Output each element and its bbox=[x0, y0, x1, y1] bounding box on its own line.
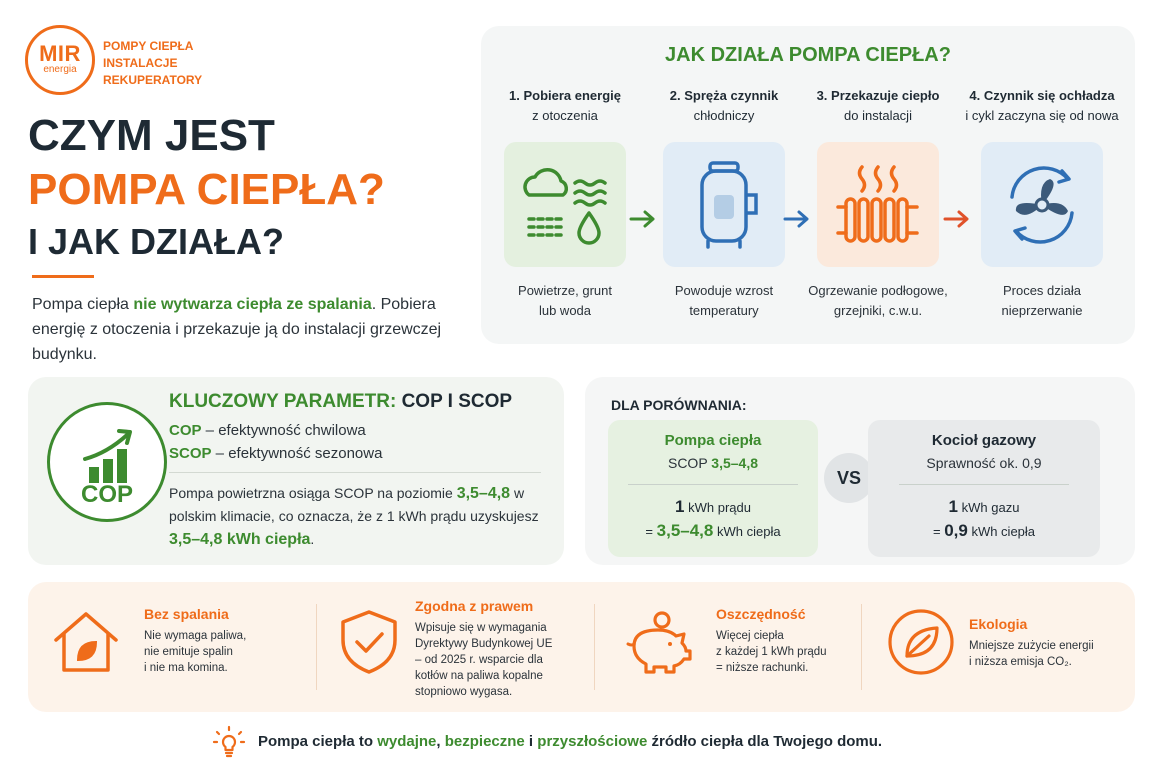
step-desc bbox=[957, 281, 1127, 321]
step-4 bbox=[957, 86, 1127, 321]
fan-cycle-icon bbox=[981, 142, 1103, 267]
benefit-desc bbox=[144, 628, 264, 676]
footer-pre: Pompa ciepła to bbox=[258, 732, 378, 750]
cop-body-1: Pompa powietrzna osiąga SCOP na poziomie bbox=[169, 485, 457, 501]
step-num: 3. bbox=[816, 88, 828, 103]
cop-badge bbox=[47, 402, 167, 522]
tagline-line: REKUPERATORY bbox=[103, 73, 203, 87]
cop-panel bbox=[28, 377, 564, 565]
benefit-text bbox=[716, 606, 856, 676]
benefit-text bbox=[144, 606, 264, 676]
output-number: 3,5–4,8 bbox=[656, 521, 714, 540]
comparison-title: DLA PORÓWNANIA: bbox=[611, 397, 747, 413]
benefit-line: nie emituje spalin bbox=[144, 646, 233, 658]
air-ground-water-icon bbox=[504, 142, 626, 267]
cop-badge-label: COP bbox=[80, 481, 133, 508]
step-2 bbox=[649, 86, 799, 321]
benefit-text bbox=[969, 616, 1129, 670]
step-head-1: Spręża czynnik bbox=[684, 88, 779, 103]
footer-word: bezpieczne bbox=[444, 732, 525, 750]
benefit-title: Ekologia bbox=[969, 616, 1028, 632]
benefit-line: Wpisuje się w wymagania bbox=[415, 622, 547, 634]
benefit-desc bbox=[969, 638, 1129, 670]
benefit-line: Mniejsze zużycie energii bbox=[969, 640, 1094, 652]
card-title: Kocioł gazowy bbox=[931, 432, 1037, 449]
title-underline bbox=[32, 275, 94, 278]
step-desc-1: Powietrze, grunt bbox=[518, 283, 612, 298]
gas-boiler-card bbox=[868, 420, 1100, 557]
tagline-line: INSTALACJE bbox=[103, 56, 178, 70]
benefit-title: Zgodna z prawem bbox=[415, 598, 534, 614]
divider bbox=[169, 472, 541, 473]
logo-mark: MIR bbox=[39, 41, 81, 66]
output-unit: kWh ciepła bbox=[967, 524, 1036, 539]
benefit-line: kotłów na paliwa kopalne bbox=[415, 670, 543, 682]
input-number: 1 bbox=[675, 497, 685, 516]
cop-def: – efektywność chwilowa bbox=[201, 422, 366, 439]
step-desc-2: grzejniki, c.w.u. bbox=[833, 303, 923, 318]
step-desc-2: lub woda bbox=[538, 303, 592, 318]
output-prefix: = bbox=[645, 524, 657, 539]
card-output bbox=[608, 521, 818, 541]
house-leaf-icon bbox=[50, 606, 122, 678]
cop-body-val-2: 3,5–4,8 kWh ciepła bbox=[169, 531, 311, 548]
output-number: 0,9 bbox=[944, 521, 968, 540]
comparison-panel bbox=[585, 377, 1135, 565]
benefit-line: i niższa emisja CO₂. bbox=[969, 656, 1072, 668]
cop-body bbox=[169, 482, 559, 551]
leaf-icon bbox=[885, 606, 957, 678]
step-desc bbox=[803, 281, 953, 321]
piggy-bank-icon bbox=[622, 606, 694, 678]
step-1 bbox=[490, 86, 640, 321]
tagline-line: POMPY CIEPŁA bbox=[103, 39, 194, 53]
step-desc-2: nieprzerwanie bbox=[1001, 303, 1083, 318]
benefit-line: i nie ma komina. bbox=[144, 662, 228, 674]
cop-key: COP bbox=[169, 422, 202, 439]
arrow-right-icon bbox=[629, 209, 657, 229]
input-unit: kWh prądu bbox=[684, 500, 751, 515]
title-line-2: POMPA CIEPŁA? bbox=[28, 165, 385, 214]
scop-definition bbox=[169, 445, 382, 462]
footer bbox=[212, 723, 882, 759]
benefit-line: Dyrektywy Budynkowej UE bbox=[415, 638, 553, 650]
step-num: 2. bbox=[669, 88, 681, 103]
cop-body-val-1: 3,5–4,8 bbox=[456, 485, 511, 502]
shield-check-icon bbox=[333, 606, 405, 678]
benefit-line: stopniowo wygasa. bbox=[415, 686, 513, 698]
step-heading bbox=[957, 86, 1127, 126]
scop-key: SCOP bbox=[169, 445, 212, 462]
step-head-2: z otoczenia bbox=[532, 108, 598, 123]
step-heading bbox=[649, 86, 799, 126]
input-unit: kWh gazu bbox=[958, 500, 1020, 515]
benefits-panel bbox=[28, 582, 1135, 712]
benefit-title: Oszczędność bbox=[716, 606, 806, 622]
radiator-icon bbox=[817, 142, 939, 267]
output-unit: kWh ciepła bbox=[713, 524, 781, 539]
step-desc-1: Proces działa bbox=[1002, 283, 1082, 298]
benefit-line: – od 2025 r. wsparcie dla bbox=[415, 654, 543, 666]
logo-sub: energia bbox=[43, 64, 77, 75]
title-line-3: I JAK DZIAŁA? bbox=[28, 221, 284, 262]
step-head-2: chłodniczy bbox=[693, 108, 755, 123]
step-head-2: i cykl zaczyna się od nowa bbox=[965, 108, 1119, 123]
divider bbox=[861, 604, 862, 690]
output-prefix: = bbox=[932, 524, 945, 539]
cop-head-green: KLUCZOWY PARAMETR: bbox=[169, 391, 397, 412]
step-heading bbox=[803, 86, 953, 126]
compressor-icon bbox=[663, 142, 785, 267]
scop-def: – efektywność sezonowa bbox=[211, 445, 383, 462]
benefit-line: Więcej ciepła bbox=[716, 630, 784, 642]
intro-pre: Pompa ciepła bbox=[32, 296, 134, 313]
cop-heading bbox=[169, 391, 512, 413]
card-input bbox=[608, 497, 818, 517]
title-line-1: CZYM JEST bbox=[28, 111, 275, 160]
vs-badge: VS bbox=[824, 453, 874, 503]
benefit-title: Bez spalania bbox=[144, 606, 229, 622]
divider bbox=[899, 484, 1069, 485]
footer-word: wydajne bbox=[377, 732, 437, 750]
footer-sep: , bbox=[436, 732, 445, 750]
divider bbox=[316, 604, 317, 690]
scop-value: 3,5–4,8 bbox=[711, 455, 759, 471]
step-head-1: Pobiera energię bbox=[523, 88, 621, 103]
step-head-1: Czynnik się ochładza bbox=[983, 88, 1115, 103]
benefit-line: z każdej 1 kWh prądu bbox=[716, 646, 827, 658]
footer-post: źródło ciepła dla Twojego domu. bbox=[647, 732, 883, 750]
how-title: JAK DZIAŁA POMPA CIEPŁA? bbox=[665, 44, 951, 66]
card-scop bbox=[608, 455, 818, 471]
step-num: 4. bbox=[969, 88, 981, 103]
step-desc-2: temperatury bbox=[689, 303, 759, 318]
footer-word: przyszłościowe bbox=[537, 732, 648, 750]
how-it-works-panel bbox=[481, 26, 1135, 344]
step-head-2: do instalacji bbox=[844, 108, 912, 123]
step-head-1: Przekazuje ciepło bbox=[831, 88, 940, 103]
step-heading bbox=[490, 86, 640, 126]
step-num: 1. bbox=[508, 88, 520, 103]
heat-pump-card bbox=[608, 420, 818, 557]
intro-highlight: nie wytwarza ciepła ze spalania bbox=[133, 296, 372, 313]
card-output bbox=[868, 521, 1100, 541]
benefit-text bbox=[415, 598, 585, 700]
benefit-line: Nie wymaga paliwa, bbox=[144, 630, 247, 642]
step-3 bbox=[803, 86, 953, 321]
arrow-right-icon bbox=[943, 209, 971, 229]
cop-body-2: w polskim klimacie, co oznacza, że z 1 kWh prądu uzyskujesz bbox=[169, 485, 539, 524]
card-efficiency: Sprawność ok. 0,9 bbox=[926, 455, 1042, 471]
scop-label: SCOP bbox=[667, 455, 712, 471]
divider bbox=[628, 484, 798, 485]
footer-text bbox=[258, 733, 882, 750]
footer-sep: i bbox=[524, 732, 538, 750]
step-desc-1: Powoduje wzrost bbox=[674, 283, 774, 298]
brand-logo bbox=[25, 25, 95, 95]
card-title: Pompa ciepła bbox=[664, 432, 762, 449]
card-input bbox=[868, 497, 1100, 517]
arrow-right-icon bbox=[783, 209, 811, 229]
lightbulb-icon bbox=[212, 724, 246, 758]
intro-text bbox=[32, 292, 452, 367]
brand-tagline bbox=[103, 38, 202, 89]
input-number: 1 bbox=[948, 497, 959, 516]
divider bbox=[594, 604, 595, 690]
benefit-desc bbox=[415, 620, 585, 700]
intro-post: . Pobiera energię z otoczenia i przekazuje ją do instalacji grzewczej budynku. bbox=[32, 296, 442, 363]
cop-definition bbox=[169, 422, 366, 439]
step-desc bbox=[490, 281, 640, 321]
cop-body-3: . bbox=[310, 531, 315, 547]
step-desc-1: Ogrzewanie podłogowe, bbox=[808, 283, 948, 298]
step-desc bbox=[649, 281, 799, 321]
cop-head-dark: COP I SCOP bbox=[401, 391, 513, 412]
benefit-desc bbox=[716, 628, 856, 676]
benefit-line: = niższe rachunki. bbox=[716, 662, 809, 674]
page-title bbox=[28, 111, 385, 262]
